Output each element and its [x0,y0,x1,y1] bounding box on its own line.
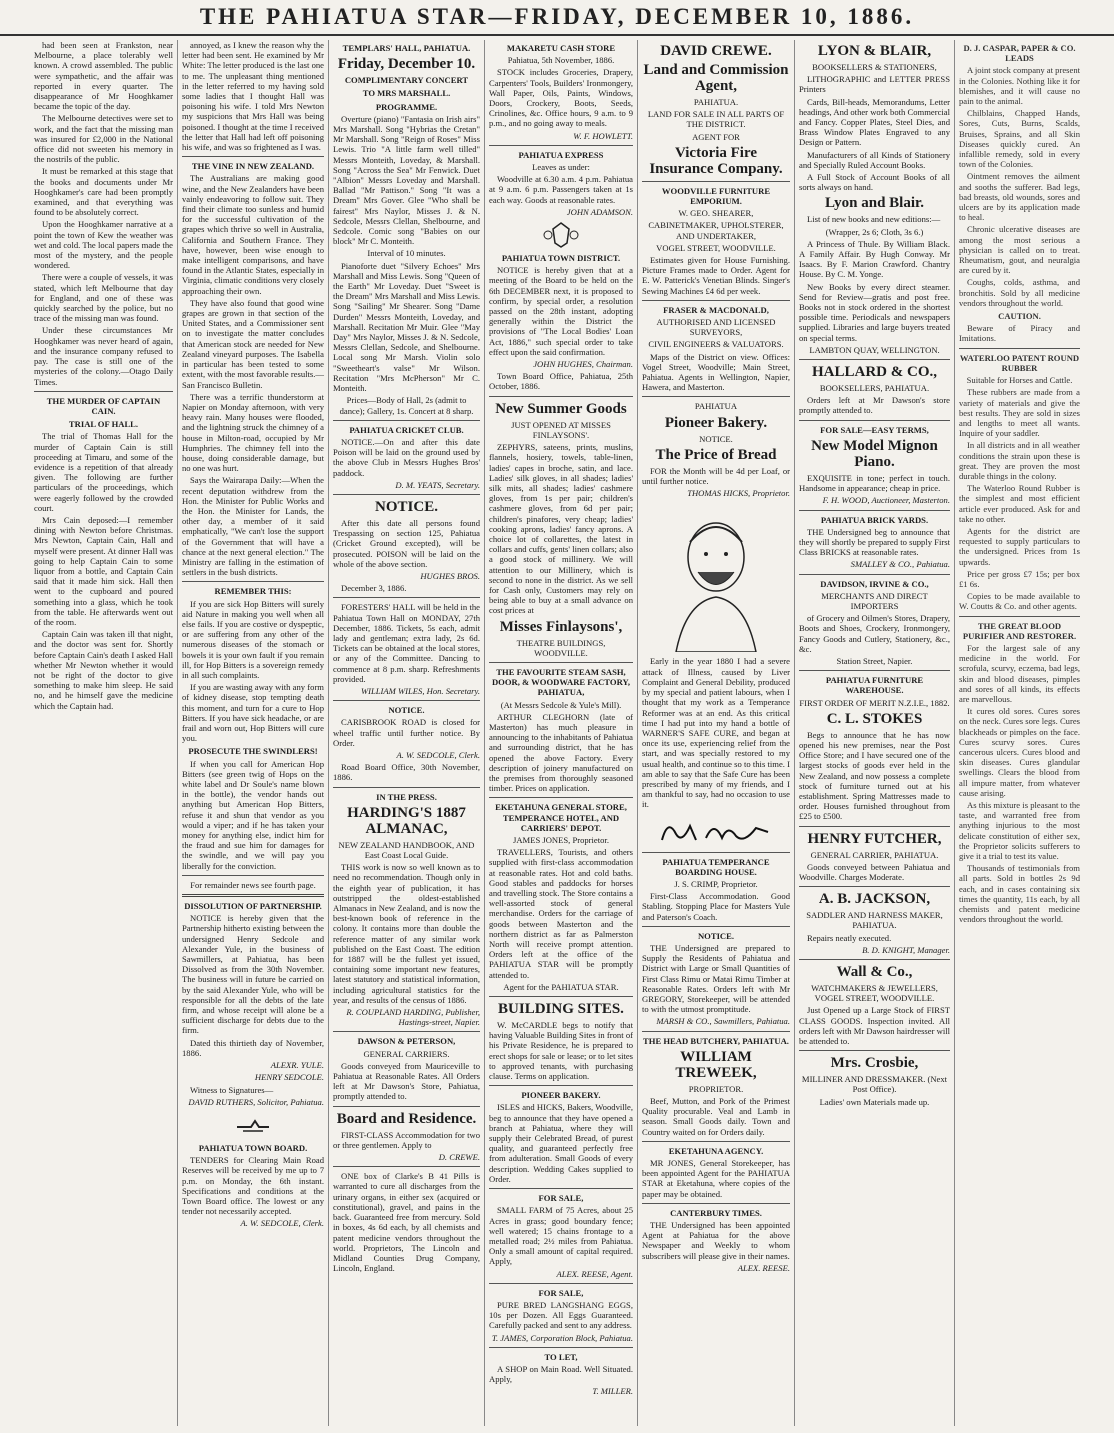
ad-heading: Board and Residence. [336,1110,477,1127]
divider [333,420,480,421]
ad-heading: FRASER & MACDONALD, [663,304,769,315]
notice-heading: DISSOLUTION OF PARTNERSHIP. [184,901,322,912]
ad-text: A SHOP on Main Road. Well Situated. Apply, [489,1363,633,1385]
ad-subheading: NEW ZEALAND HANDBOOK, AND East Coast Local Guide. [338,839,475,860]
divider [799,886,950,887]
ad-heading: D. J. CASPAR, PAPER & CO. LEADS [963,43,1076,64]
ad-heading: PAHIATUA FURNITURE WAREHOUSE. [825,675,924,696]
divider [333,1166,480,1167]
ad-subheading: PROPRIETOR. [688,1083,744,1094]
ad-heading: HARDING'S 1887 ALMANAC, [347,804,466,837]
ad-subheading: Leaves as under: [532,162,590,173]
ad-text: FIRST-CLASS Accommodation for two or three gentlemen. Apply to [333,1129,480,1150]
article-text: had been seen at Frankston, near Melbourne, a place tolerably well known. A crowd assembled. The public were sympathetic, and the affair was reported in every quarter. The disappearance of Mr Hooghkamer became the topic of the day. [34,40,173,112]
divider [333,597,480,598]
signature-text: ALEX. REESE. [737,1262,790,1273]
divider [799,359,950,360]
ad-heading: Lyon and Blair. [824,195,925,212]
signature-text: A. W. SEDCOLE, Clerk. [396,749,480,760]
ad-subheading: BOOKSELLERS, PAHIATUA. [819,383,930,394]
ad-subheading: FIRST ORDER OF MERIT N.Z.I.E., 1882. [799,697,950,708]
ad-text: Begs to announce that he has now opened his new premises, near the Post Office Store; and I have secured one of the largest stocks of goods ever held in the New Zealand, and now possess a complete stock of furniture turned out at his establishment. Spring Mattresses made to order. Houses furnished throughout from £25 to £500. [799,729,950,822]
ad-heading: HENRY FUTCHER, [807,830,942,847]
ad-text: Agents for the district are requested to supply particulars to the undersigned. Prices from 1s upwards. [959,525,1080,567]
coat-of-arms-icon [541,221,581,249]
signature-text: ALEX. REESE, Agent. [556,1268,633,1279]
ad-subheading: GENERAL CARRIERS. [363,1048,450,1059]
ad-heading: MAKARETU CASH STORE [506,43,616,53]
ad-heading: WILLIAM TREWEEK, [675,1048,757,1081]
programme-text: Overture (piano) "Fantasia on Irish airs" Mrs Marshall. Song "Hybrias the Cretan" Mr Marshall. Song "Reign of Roses" Miss Lewis. Trio "A little farm well tilled" Messrs Monteith, Loveday, & Marshall. Song "Across the Sea" Mr Fenwick. Duet "Albion" Messrs Loveday and Marshall. Ballad "Mr Pattison." Song "It was a Dream" Mrs Gover. Glee "Who shall be fairest" Mrs Naylor, Misses J. & N. Sedcole, Messrs Clellan, Shelbourne, and Sedcole. Comic song "Babies on our block" Mr C. Monteith. [333,113,480,247]
ad-text: Copies to be made available to W. Coutts & Co. and other agents. [959,591,1080,612]
ad-text: Price per gross £7 15s; per box £1 6s. [959,568,1080,589]
divider [182,875,324,876]
ad-heading: Misses Finlaysons', [499,618,623,635]
ad-text: Chronic ulcerative diseases are among the most serious a physician is called on to treat. Rheumatism, gout, and neuralgia are cured by it. [959,224,1080,276]
divider [799,826,950,827]
ad-text: If when you call for American Hop Bitters (see green twig of Hops on the white label and Dr Soule's name blown in the bottle), the vendor hands out anything but American Hop Bitters, refuse it and shun that vendor as you would a viper; and if he has taken your money for anything else, indict him for the fraud and sue him for damages for the swindle, and we will pay you liberally for the conviction. [182,758,324,871]
ad-subheading: CIVIL ENGINEERS & VALUATORS. [648,339,784,350]
article-text: Captain Cain was taken ill that night, and the doctor was sent for. Shortly before Captain Cain's death I asked Hall whether Mr Newton whether it would not be right of the doctor to give something to make him sleep. He said no, and he himself gave the medicine which the Captain had. [34,629,173,711]
ad-text: Cards, Bill-heads, Memorandums, Letter headings, And other work both Commercial and Fancy. Copper Plates, Steel Dies, and Brass Window Plates Engraved to any Design or Pattern. [799,96,950,148]
ad-text: Pahiatua, 5th November, 1886. [507,55,615,66]
divider [489,662,633,663]
divider [333,1031,480,1032]
ad-text: STOCK includes Groceries, Drapery, Carpenters' Tools, Builders' Ironmongery, Wall Paper, Oils, Paints, Windows, Doors, Crockery, Boots, Seeds, Crinolines, &c. Office hours, 9 a.m. to 9 p.m., and no going away to meals. [489,67,633,129]
divider [333,700,480,701]
divider [642,396,790,397]
ad-subheading: MILLINER AND DRESSMAKER. (Next Post Office). [801,1074,948,1095]
ad-text: In all districts and in all weather conditions the strain upon these is great. They are proven the most durable things in the colony. [959,440,1080,481]
page-note: For remainder news see fourth page. [190,879,316,890]
ad-subheading: Suitable for Horses and Cattle. [966,375,1073,386]
masthead: THE PAHIATUA STAR—FRIDAY, DECEMBER 10, 1886. [0,0,1114,36]
ad-text: LITHOGRAPHIC and LETTER PRESS Printers [799,74,950,95]
notice-heading: PAHIATUA TOWN DISTRICT. [501,253,621,264]
notice-text: Road Board Office, 30th November, 1886. [333,762,480,783]
ad-text: Repairs neatly executed. [807,932,892,943]
ad-subheading: (At Messrs Sedcole & Yule's Mill). [500,699,622,710]
divider [489,396,633,397]
article-text: The Melbourne detectives were set to work, and the fact that the missing man was insured for £2,000 in the National office did not sweeten his memory in the nostrils of the public. [34,113,173,165]
ad-subheading: Station Street, Napier. [836,655,913,666]
ad-text: Thousands of testimonials from all parts. Sold in bottles 2s 9d each, and in cases containing six times the quantity, 11s each, by all chemists and patent medicine vendors throughout the world. [959,863,1080,925]
divider [642,300,790,301]
ad-text: Chilblains, Chapped Hands, Sores, Cuts, Burns, Scalds, Bruises, Sprains, and all Skin Diseases quickly cured. An infallible remedy, sold in every town of the Colonies. [959,108,1080,170]
divider [34,391,173,392]
article-text: The trial of Thomas Hall for the murder of Captain Cain is still proceeding at Timaru, and some of the evidence is a repetition of that already given. The following are further particulars of the proceedings, which were eagerly followed by the crowded court. [34,431,173,513]
programme-text: Interval of 10 minutes. [367,248,446,259]
article-heading: THE MURDER OF CAPTAIN CAIN. [46,395,161,416]
article-text: The Australians are making good wine, and the New Zealanders have been vainly endeavoring to follow suit. They find their climate too sunless and humid for the successful cultivation of the grapes which thrive so well in Australia, California and Southern France. They have, however, been wise enough to make intelligent comparisons, and have found in the Atlantic States, especially in Virginia, climatic conditions very closely approaching their own. [182,173,324,296]
ad-text: A joint stock company at present in the Colonies. Nothing like it for blemishes, and it will cause no pain to the animal. [959,65,1080,107]
ad-text: If you are sick Hop Bitters will surely aid Nature in making you well when all else fails. If you are costive or dyspeptic, or are suffering from any other of the numerous diseases of the stomach or bowels it is your own fault if you remain ill, for Hop Bitters is a sovereign remedy in all such complaints. [182,598,324,680]
ad-text: Orders left at Mr Dawson's store promptly attended to. [799,395,950,416]
divider [799,574,950,575]
column-1 [30,40,177,1426]
ad-text: LAND FOR SALE IN ALL PARTS OF THE DISTRICT. [647,109,785,130]
hand-icon [233,1111,273,1139]
ad-heading: The Price of Bread [655,446,777,463]
divider [642,852,790,853]
signature-text: A. W. SEDCOLE, Clerk. [240,1218,324,1229]
ad-heading: THE FAVOURITE STEAM SASH, DOOR, & WOODWARE FACTORY, PAHIATUA, [491,666,631,698]
divider [182,156,324,157]
ad-subheading: AUTHORISED AND LICENSED SURVEYORS, [656,317,776,338]
signature-text: HENRY SEDCOLE. [254,1072,324,1083]
ad-text: (Wrapper, 2s 6; Cloth, 3s 6.) [825,226,924,237]
ad-text: ZEPHYRS, sateens, prints, muslins, flannels, hosiery, towels, table-linen, ladies' capes in broche, satin, and lace. Ladies' silk gloves, in all shades; ladies' silk mits, all shades; ladies' cashmere gloves, from 1s per pair; children's cashmere gloves, from 6d per pair; children's pinafores, very cheap; ladies' cooking aprons, ladies' fancy aprons. A choice lot of collarettes, the latest in collars and cuffs, gents' linen collars; also a good stock of millinery. We will attention to our Millinery, which is second to none in the district. As we sell for Cash only, Customers may rely on being able to buy at a small advance on cost prices at [489,442,633,616]
portrait-engraving [656,502,776,652]
ad-text: W. McCARDLE begs to notify that having Valuable Building Sites in front of his Private Residence, he is prepared to erect shops for sale or lease; or to let sites to approved tenants, with purchasing clause. Terms on application. [489,1020,633,1082]
ad-text: THE Undersigned has been appointed Agent at Pahiatua for the above Newspaper and Weekly to whom subscribers will please give in their names. [642,1220,790,1261]
divider [642,181,790,182]
signature-text: F. H. WOOD, Auctioneer, Masterton. [822,495,950,506]
article-text: annoyed, as I knew the reason why the letter had been sent. He examined by Mr White: The letter produced is the last one to me. The unpleasant thing mentioned in the letter referred to my having sold some ladies that I thought Hall was poisoning his wife. I told Mrs Newton my suspicions that Mrs Hall was being poisoned. I thought at the time I received the letter that Hall had left off poisoning his wife, and was so frightened as I was. [182,40,324,153]
ad-heading: A. B. JACKSON, [818,891,931,908]
column-4 [484,40,637,1426]
divider [799,959,950,960]
ad-subheading: BOOKSELLERS & STATIONERS, [812,62,937,72]
ad-heading: CANTERBURY TIMES. [670,1207,762,1218]
divider [489,1347,633,1348]
ad-subheading: SADDLER AND HARNESS MAKER, PAHIATUA. [806,910,943,931]
signature-text: W. F. HOWLETT. [573,130,633,141]
column-6 [794,40,954,1426]
divider [799,1050,950,1051]
ad-text: These rubbers are made from a variety of materials and give the best results. They are sold in sizes and lengths to meet all wants. Inquire of your saddler. [959,387,1080,439]
divider [489,797,633,798]
divider [489,145,633,146]
ad-heading: FOR SALE, [538,1193,584,1204]
signature-text: MARSH & CO., Sawmillers, Pahiatua. [656,1016,790,1027]
ad-heading: TEMPLARS' HALL, PAHIATUA. [342,43,471,53]
ad-text: It cures old sores. Cures sores on the neck. Cures sore legs. Cures blackheads or pimples on the face. Cures scurvy sores. Cures cancerous ulcers. Cures blood and skin diseases. Cures glandular swellings. Clears the blood from all impure matter, from whatever cause arising. [959,706,1080,798]
ad-heading: CAUTION. [998,311,1041,322]
notice-text: TENDERS for Clearing Main Road Reserves will be received by me up to 7 p.m. on Monday, the 6th instant. Specifications and conditions at the Town Board office. The lowest or any tender not necessarily accepted. [182,1155,324,1217]
ad-heading: DAVIDSON, IRVINE & CO., [820,578,929,589]
notice-text: Town Board Office, Pahiatua, 25th October, 1886. [489,371,633,392]
ad-heading: Mrs. Crosbie, [830,1055,919,1072]
ad-text: List of new books and new editions:— [807,214,941,225]
article-text: There were a couple of vessels, it was stated, which left Melbourne that day for England, and one of these was quickly searched by the police, but no trace of the missing man was found. [34,272,173,324]
signature-text: T. JAMES, Corporation Block, Pahiatua. [491,1332,633,1343]
ad-heading: Wall & Co., [836,964,913,980]
ad-text: Beware of Piracy and Imitations. [959,323,1080,344]
ad-text: Goods conveyed between Pahiatua and Woodville. Charges Moderate. [799,861,950,882]
divider [182,581,324,582]
ad-text: Beef, Mutton, and Pork of the Primest Quality procurable. Veal and Lamb in season. Small Goods daily. Town and Country waited on for Orders daily. [642,1095,790,1137]
ad-text: The Waterloo Round Rubber is the simplest and most efficient article ever produced. Ask for and take no other. [959,483,1080,524]
signature-text: T. MILLER. [592,1386,633,1397]
ad-heading: HALLARD & CO., [811,364,937,381]
notice-heading: PAHIATUA TOWN BOARD. [198,1142,308,1153]
ad-heading: THE GREAT BLOOD PURIFIER AND RESTORER. [962,620,1077,641]
signature-text: B. D. KNIGHT, Manager. [862,944,950,955]
divider [642,1031,790,1032]
notice-text: THE Undersigned are prepared to Supply the Residents of Pahiatua and District with Large or Small Quantities of First Class Rimu or Matai Rimu Timber at Reasonable Rates. Orders left with Mr GREGORY, Storekeeper, will be attended to with the utmost promptitude. [642,942,790,1015]
ad-heading: PROSECUTE THE SWINDLERS! [188,746,318,757]
divider [959,616,1080,617]
ad-text: Estimates given for House Furnishing. Picture Frames made to Order. Agent for E. W. Patterick's Venetian Blinds. Singer's Sewing Machines £4 6d per week. [642,255,790,296]
ad-subheading: JAMES JONES, Proprietor. [513,835,609,845]
ad-heading: TO MRS MARSHALL. [362,88,451,99]
ad-heading: THE HEAD BUTCHERY, PAHIATUA. [643,1035,789,1046]
date-heading: Friday, December 10. [337,56,476,73]
article-text: Under these circumstances Mr Hooghkamer was never heard of again, and the insurance company refused to pay. The case is still one of the mysteries of the colony.—Otago Daily Times. [34,325,173,387]
ad-text: Coughs, colds, asthma, and bronchitis. Sold by all medicine vendors throughout the world. [959,277,1080,308]
ad-subheading: PROGRAMME. [375,101,438,112]
ad-heading: IN THE PRESS. [376,791,437,802]
ad-heading: C. L. STOKES [826,710,923,727]
ad-text: New Books by every direct steamer. Send for Review—gratis and post free. Books not in stock ordered in the shortest possible time. Periodicals and newspapers supplied. Libraries and large buyers treated on special terms. [799,281,950,343]
ad-subheading: GENERAL CARRIER, PAHIATUA. [810,849,939,860]
ad-heading: New Summer Goods [495,400,627,417]
signature-text: HUGHES BROS. [420,570,480,581]
notice-text: NOTICE.—On and after this date Poison will be laid on the ground used by the above Club in Messrs Hughes Bros' paddock. [333,436,480,478]
signature-text: JOHN HUGHES, Chairman. [533,359,633,370]
ad-heading: EKETAHUNA AGENCY. [668,1145,764,1156]
divider [333,787,480,788]
column-2 [177,40,328,1426]
notice-heading: NOTICE. [375,498,438,515]
ad-heading: FOR SALE—EASY TERMS, [820,424,929,435]
divider [642,1203,790,1204]
ad-heading: PAHIATUA EXPRESS [518,149,604,160]
ad-text: PURE BRED LANGSHANG EGGS, 10s per Dozen. All Eggs Guaranteed. Carefully packed and sent to any address. [489,1299,633,1331]
ad-heading: WATERLOO PATENT ROUND RUBBER [959,352,1080,373]
article-heading: THE VINE IN NEW ZEALAND. [191,161,315,172]
signature-text: D. M. YEATS, Secretary. [395,479,480,490]
ad-text: For the largest sale of any medicine in the world. For scrofula, scurvy, eczema, bad legs, skin and blood diseases, pimples and sores of all kinds, its effects are marvellous. [959,642,1080,704]
ad-heading: Pioneer Bakery. [664,414,768,431]
notice-text: CARISBROOK ROAD is closed for wheel traffic until further notice. By Order. [333,717,480,748]
ad-text: AGENT FOR [692,131,740,142]
ad-text: Maps of the District on view. Offices: Vogel Street, Woodville; Main Street, Pahiatua. Agents in Wellington, Napier, Hawera, and Masterton. [642,351,790,393]
ad-subheading: WATCHMAKERS & JEWELLERS, VOGEL STREET, WOODVILLE. [811,983,938,1004]
ad-heading: WOODVILLE FURNITURE EMPORIUM. [661,185,771,207]
ad-text: of Grocery and Oilmen's Stores, Drapery, Boots and Shoes, Crockery, Ironmongery, Fancy Goods and Cutlery, Stationery, &c., &c. [799,613,950,654]
ad-heading: PIONEER BAKERY. [521,1090,601,1101]
ad-subheading: W. GEO. SHEARER, [678,208,754,219]
ad-text: Manufacturers of all Kinds of Stationery and Specially Ruled Account Books. [799,149,950,170]
ad-heading: REMEMBER THIS: [214,586,292,597]
ad-text: FOR the Month will be 4d per Loaf, or until further notice. [642,465,790,487]
ad-text: A Full Stock of Account Books of all sorts always on hand. [799,172,950,193]
ad-text: ISLES and HICKS, Bakers, Woodville, beg to announce that they have opened a branch at Pahiatua, where they will supply their Celebrated Bread, of purest quality, and guaranteed perfectly free from adulteration. Small Goods of every description. Wedding Cakes supplied to Order. [489,1102,633,1184]
programme-text: Pianoforte duet "Silvery Echoes" Mrs Marshall and Miss Lewis. Song "Queen of the Earth" Mr Loveday. Duet "Sweet is the Dream" Mrs Marshall and Miss Lewis. Song "Sailing" Mr Shearer. Song "Dame Durden" Messrs Monteith, Loveday, and Marshall. Recitation Mr Muir. Glee "May Day" Mrs Naylor, Misses J. & N. Sedcole, Messrs Clellan, Sedcole, and Shelbourne. Local song Mr Marsh. Violin solo "Sweetheart's valse" Mr Wilson. Recitation "Mrs McPherson" Mr C. Monteith. [333,260,480,394]
ad-text: A Princess of Thule. By William Black. A Family Affair. By Hugh Conway. Mr Isaacs. By F. Marion Crawford. Chantry House. By C. M. Yonge. [799,238,950,280]
divider [642,1141,790,1142]
signature-text: DAVID RUTHERS, Solicitor, Pahiatua. [188,1096,324,1107]
ad-subheading: PAHIATUA. [693,97,739,107]
column-3 [328,40,484,1426]
signature-graphic [656,814,776,848]
ad-text: First-Class Accommodation. Good Stabling. Stopping Place for Masters Yule and Paterson's Coach. [642,891,790,922]
signature-text: THOMAS HICKS, Proprietor. [687,488,790,499]
column-7 [954,40,1084,1426]
ad-subheading: MERCHANTS AND DIRECT IMPORTERS [821,590,928,611]
ad-text: SMALL FARM of 75 Acres, about 25 Acres in grass; good boundary fence; well watered; 15 chains frontage to a metalled road; 2½ miles from Pahiatua. Only a small amount of capital required. Apply, [489,1205,633,1267]
signature-text: JOHN ADAMSON. [566,206,633,217]
ad-heading: FOR SALE, [538,1287,584,1298]
divider [642,926,790,927]
divider [489,996,633,997]
ad-text: Ladies' own Materials made up. [819,1096,930,1107]
divider [333,494,480,495]
ad-heading: COMPLIMENTARY CONCERT [344,75,469,86]
ad-subheading: VOGEL STREET, WOODVILLE. [656,242,776,253]
divider [799,510,950,511]
notice-text: After this date all persons found Trespassing on section 125, Pahiatua (Cricket Ground excepted), will be prosecuted. POISON will be laid on the whole of the above section. [333,517,480,569]
ad-heading: PAHIATUA BRICK YARDS. [820,514,929,525]
ad-subheading: THEATRE BUILDINGS, WOODVILLE. [516,637,606,658]
divider [333,1106,480,1107]
signature-text: D. CREWE. [438,1152,480,1163]
divider [799,420,950,421]
ad-text: ONE box of Clarke's B 41 Pills is warranted to cure all discharges from the urinary organs, in either sex (acquired or constitutional), gravel, and pains in the back. Guaranteed free from mercury. Sold in boxes, 4s 6d each, by all chemists and patent medicine vendors throughout the world. Proprietors, The Lincoln and Midland Counties Drug Company, Lincoln, England. [333,1171,480,1274]
notice-heading: NOTICE. [388,705,425,716]
ad-subheading: JUST OPENED AT MISSES FINLAYSONS'. [511,419,611,440]
article-text: Says the Wairarapa Daily:—When the recent deputation withdrew from the Hon. the Minister for Public Works and the Hon. the Minister for Lands, the other day, a member of it said emphatically, "We can't lose the support of the Government that will have a chance at the next general election." The Ministry are falling in the estimation of settlers in the bush districts. [182,475,324,578]
ad-subheading: PAHIATUA [694,401,738,412]
article-subheading: TRIAL OF HALL. [68,419,139,430]
ad-heading: New Model Mignon Piano. [811,437,938,470]
notice-text: Dated this thirtieth day of November, 1886. [182,1037,324,1058]
ad-heading: DAVID CREWE. [660,43,772,59]
signature-text: R. COUPLAND HARDING, Publisher, Hastings-street, Napier. [346,1007,480,1028]
article-text: Upon the Hooghkamer narrative at a point the town of Kew the weather was wet and cold. The local papers made the most of the mystery, and the people wondered. [34,219,173,271]
ad-text: Goods conveyed from Mauriceville to Pahiatua at Reasonable Rates. All Orders left at Mr Dawson's Store, Pahiatua, promptly attended to. [333,1060,480,1102]
ad-subheading: NOTICE. [699,433,733,444]
ad-text: Ointment removes the ailment and sooths the sufferer. Bad legs, bad breasts, old wounds, sores and ulcers are by its application made to heal. [959,171,1080,223]
ad-heading: TO LET, [544,1351,578,1362]
article-text: Mrs Cain deposed:—I remember dining with Newton before Christmas. Mrs Newton, Captain Cain, Hall and myself were present. At dinner Hall was going to help Captain Cain to some liquor from a bottle, and Captain Cain said that it made him sick. Hall then went to the cupboard and poured something into a glass, which he took from the table. He afterwards went out of the room. [34,514,173,627]
ad-text: THE Undersigned beg to announce that they will shortly be prepared to supply First Class BRICKS at reasonable rates. [799,526,950,558]
article-text: They have also found that good wine grapes are grown in that section of the United States, and a Commissioner sent on to investigate the matter concludes that American stock are needed for New Zealand vineyard purposes. The Isabella in particular has been tested to some extent, with the most favorable results.—San Francisco Bulletin. [182,297,325,390]
ad-heading: Land and Commission Agent, [643,62,789,94]
divider [489,1283,633,1284]
ad-text: MR JONES, General Storekeeper, has been appointed Agent for the PAHIATUA STAR at Eketahuna, where copies of the paper may be obtained. [642,1158,790,1199]
ad-text: Just Opened up a Large Stock of FIRST CLASS GOODS. Inspection invited. All orders left with Mr Dawson hairdresser will be attended to. [799,1005,950,1047]
notice-text: Witness to Signatures— [190,1084,274,1095]
ad-text: THIS work is now so well known as to need no recommendation. Though only in the eighth year of publication, it has outstripped the oldest-established Almanacs in New Zealand, and is now the best-known book of reference in the colony. It contains more than double the reference matter of any similar work published on the East Coast. The edition for 1887 will be the fullest yet issued, containing some important new features, latest statutory and statistical information, including agricultural statistics for the year, and results of the census of 1886. [333,862,480,1005]
notice-text: NOTICE is hereby given that at a meeting of the Board to be held on the 6th DECEMBER next, it is proposed to confirm, by special order, a resolution passed on the 28th instant, adopting generally within the District the provisions of "The Local Bodies' Loan Act, 1886," such special order to take effect upon the said confirmation. [489,265,633,357]
notice-text: FORESTERS' HALL will be held in the Pahiatua Town Hall on MONDAY, 27th December, 1886. Tickets, 5s each, admit lady and gentleman; extra lady, 2s 6d. Tickets can be obtained at the local stores, or any of the Committee. Dancing to commence at 8 p.m. sharp. Refreshments provided. [333,602,480,684]
ad-text: Agent for the PAHIATUA STAR. [503,981,619,992]
divider [959,348,1080,349]
signature-text: WILLIAM WILES, Hon. Secretary. [360,685,480,696]
notice-heading: NOTICE. [697,930,735,941]
divider [489,1085,633,1086]
ad-subheading: J. S. CRIMP, Proprietor. [674,878,758,889]
ad-heading: EKETAHUNA GENERAL STORE, TEMPERANCE HOTEL, AND CARRIERS' DEPOT. [495,802,627,833]
article-text: It must be remarked at this stage that the books and documents under Mr Hooghkamer's care had been promptly examined, and that everything was found to be absolutely correct. [34,166,173,218]
column-5 [637,40,794,1426]
ad-text: ARTHUR CLEGHORN (late of Masterton) has much pleasure in announcing to the inhabitants of Pahiatua and surrounding district, that he has opened the above Factory. Every description of joinery manufactured on the premises from thoroughly seasoned timber. Prices on application. [489,711,633,794]
ad-heading: Victoria Fire Insurance Company. [649,144,783,177]
programme-text: Prices—Body of Hall, 2s (admit to dance); Gallery, 1s. Concert at 8 sharp. [339,395,474,416]
ad-text: Woodville at 6.30 a.m. 4 p.m. Pahiatua at 9 a.m. 6 p.m. Passengers taken at 1s each way. Goods at reasonable rates. [489,174,633,205]
ad-subheading: LAMBTON QUAY, WELLINGTON. [809,344,940,355]
signature-text: SMALLEY & CO., Pahiatua. [850,559,950,570]
ad-heading: LYON & BLAIR, [817,43,932,59]
ad-text: If you are wasting away with any form of kidney disease, stop tempting death this moment, and turn for a cure to Hop Bitters. If you have sick headache, or are frail and worn out, Hop Bitters will cure you. [182,682,324,744]
divider [489,1188,633,1189]
ad-heading: DAWSON & PETERSON, [357,1036,456,1047]
ad-heading: BUILDING SITES. [498,1001,624,1018]
ad-heading: PAHIATUA TEMPERANCE BOARDING HOUSE. [662,856,770,877]
notice-text: NOTICE is hereby given that the Partnership hitherto existing between the undersigned Henry Sedcole and Alexander Yule, in the business of Sawmillers, at Pahiatua, has been Dissolved as from the 30th November. The business will in future be carried on by the said Alexander Yule, who will be responsible for all the debts of the late firm, and whose receipt will alone be a sufficient discharge for debts due to the firm. [182,913,324,1036]
article-text: There was a terrific thunderstorm at Napier on Monday afternoon, with very heavy rain. Many houses were flooded, and the lightning struck the chimney of a house in Milton-road, occupied by Mr Humphries. The chimney fell into the house, doing considerable damage, but no one was hurt. [182,391,324,474]
divider [799,670,950,671]
ad-text: EXQUISITE in tone; perfect in touch. Handsome in appearance; cheap in price. [799,472,950,494]
ad-subheading: CABINETMAKER, UPHOLSTERER, AND UNDERTAKER, [648,220,784,241]
ad-text: As this mixture is pleasant to the taste, and warranted free from anything injurious to the most delicate constitution of either sex, the Proprietor solicits sufferers to give it a trial to test its value. [959,800,1080,862]
signature-text: ALEXR. YULE. [270,1060,324,1071]
ad-text: TRAVELLERS, Tourists, and others supplied with first-class accommodation at reasonable rates. Hot and cold baths. Good stables and paddocks for horses and travelling stock. The Store contains a well-assorted stock of general merchandise. Orders for the carriage of goods between Masterton and the northern district as far as Palmerston North will receive prompt attention. Orders left at the office of the PAHIATUA STAR will be promptly attended to. [489,847,633,980]
notice-heading: PAHIATUA CRICKET CLUB. [349,424,464,435]
divider [182,894,324,897]
testimonial-text: Early in the year 1880 I had a severe attack of Illness, caused by Liver Complaint and General Debility, produced by my special and patient labours, when I thought that my work as a Temperance Reformer was at an end. As this critical time I had put into my hand a bottle of WARNER'S SAFE CURE, and began at once its use, experiencing relief from the start, and was specially restored to my usual health, and continue so to this time. I am able to say that the Safe Cure has been prescribed by many of my friends, and I am thankful to say, had no occasion to use it. [642,656,790,810]
notice-text: December 3, 1886. [341,583,407,594]
